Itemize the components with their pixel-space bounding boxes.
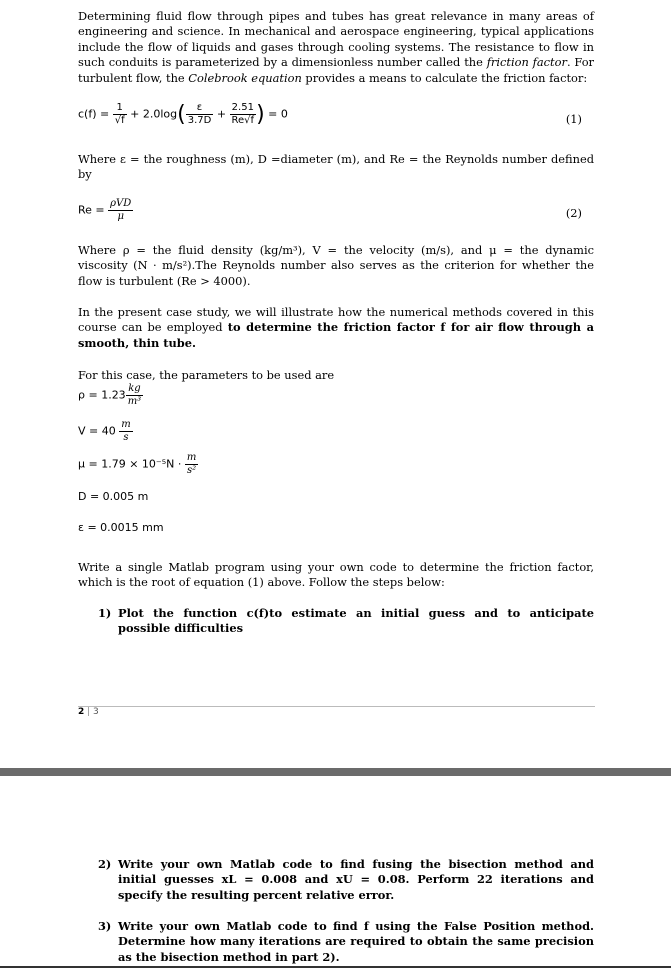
equation-1-number: (1) <box>565 112 582 126</box>
equation-2 <box>78 198 133 223</box>
task-paragraph: Write a single Matlab program using your own code to determine the friction factor, which is the root of equation (1) above. Follow the steps below: <box>78 560 594 590</box>
eq1-lhs: c(f) = <box>78 107 110 121</box>
equation-2-number: (2) <box>565 206 582 220</box>
page-separator <box>0 768 671 776</box>
footer-page-number: 2 <box>78 707 85 717</box>
footer-total-pages: 3 <box>93 707 99 717</box>
eq1-right-paren: ) <box>256 102 265 127</box>
eq1-frac-1 <box>113 102 127 127</box>
eq1-frac1-den: √f <box>114 115 125 126</box>
case-bold-text: to determine the friction factor f for air flow through a smooth, thin tube. <box>78 320 594 350</box>
intro-paragraph <box>78 9 594 86</box>
step-3 <box>98 919 594 965</box>
step-3-text: Write your own Matlab code to find f using the False Position method. Determine how many iterations are required to obtain the same precision as the bisection method in part 2). <box>118 919 594 964</box>
intro-text-1: Determining fluid flow through pipes and tubes has great relevance in many areas of engineering and science. In mechanical and aerospace engineering, typical applications include the flow of liquids and gases through cooling systems. The resistance to flow in such conduits is parameterized by a dimensionless number called the <box>78 9 594 70</box>
eq1-frac1-num: 1 <box>113 102 127 115</box>
step-2-text: Write your own Matlab code to find fusing the bisection method and initial guesses xL = 0.008 and xU = 0.08. Perform 22 iterations and specify the resulting percent relative error. <box>118 857 594 902</box>
eq2-num: ρVD <box>110 198 132 209</box>
case-text: In the present case study, we will illustrate how the numerical methods covered in this course can be employed <box>78 305 594 335</box>
intro-text-3: provides a means to calculate the friction factor: <box>301 70 588 85</box>
bottom-border <box>0 966 671 968</box>
param-rho-unit-den: m³ <box>127 396 142 407</box>
param-mu <box>78 452 198 477</box>
eq1-plus: + <box>216 107 227 121</box>
friction-factor-term: friction factor <box>486 55 567 70</box>
case-paragraph <box>78 305 594 351</box>
footer-separator: | <box>84 707 94 717</box>
colebrook-term: Colebrook equation <box>188 70 302 85</box>
step-1-text: Plot the function c(f)to estimate an initial guess and to anticipate possible difficulties <box>118 606 594 636</box>
intro-text-2: . For turbulent flow, the <box>78 55 594 85</box>
param-mu-value: μ = 1.79 × 10⁻⁵N · <box>78 457 182 471</box>
params-heading: For this case, the parameters to be used are <box>78 368 335 382</box>
param-v <box>78 419 133 444</box>
param-mu-unit <box>185 452 198 477</box>
param-rho <box>78 383 143 408</box>
param-mu-unit-den: s² <box>187 465 197 476</box>
eq1-frac3-den: Re√f <box>231 115 255 126</box>
step-1 <box>98 606 594 637</box>
eq2-lhs: Re = <box>78 203 105 217</box>
eq1-frac2-num: ε <box>186 102 214 115</box>
param-v-value: V = 40 <box>78 424 116 438</box>
where-roughness-paragraph: Where ε = the roughness (m), D =diameter (m), and Re = the Reynolds number defined by <box>78 152 594 182</box>
step-3-number: 3) <box>98 919 112 933</box>
eq1-frac2-den: 3.7D <box>187 115 212 126</box>
eq2-den: μ <box>117 211 124 222</box>
param-v-unit-den: s <box>123 432 129 443</box>
equation-1 <box>78 102 288 127</box>
where-density-paragraph: Where ρ = the fluid density (kg/m³), V = the velocity (m/s), and μ = the dynamic viscosity (N · m/s²).The Reynolds number also serves as the criterion for whether the flow is turbulent (Re > 4000). <box>78 243 594 288</box>
eq1-frac-2 <box>186 102 214 127</box>
step-2 <box>98 857 594 903</box>
eq1-log: + 2.0log <box>130 107 178 121</box>
step-2-number: 2) <box>98 857 112 871</box>
param-rho-unit-num: kg <box>126 383 144 396</box>
param-rho-value: ρ = 1.23 <box>78 388 126 402</box>
param-rho-unit <box>126 383 144 408</box>
eq1-frac3-num: 2.51 <box>230 102 257 115</box>
eq1-left-paren: ( <box>177 102 186 127</box>
step-1-number: 1) <box>98 606 112 620</box>
param-mu-unit-num: m <box>186 452 197 463</box>
param-d: D = 0.005 m <box>78 490 149 503</box>
page-footer <box>78 706 595 717</box>
param-v-unit <box>119 419 132 444</box>
eq1-rhs: = 0 <box>268 107 288 121</box>
param-v-unit-num: m <box>121 419 131 430</box>
param-eps: ε = 0.0015 mm <box>78 521 164 534</box>
eq2-frac <box>108 198 133 223</box>
page-2 <box>0 776 671 969</box>
eq1-frac-3 <box>230 102 257 127</box>
